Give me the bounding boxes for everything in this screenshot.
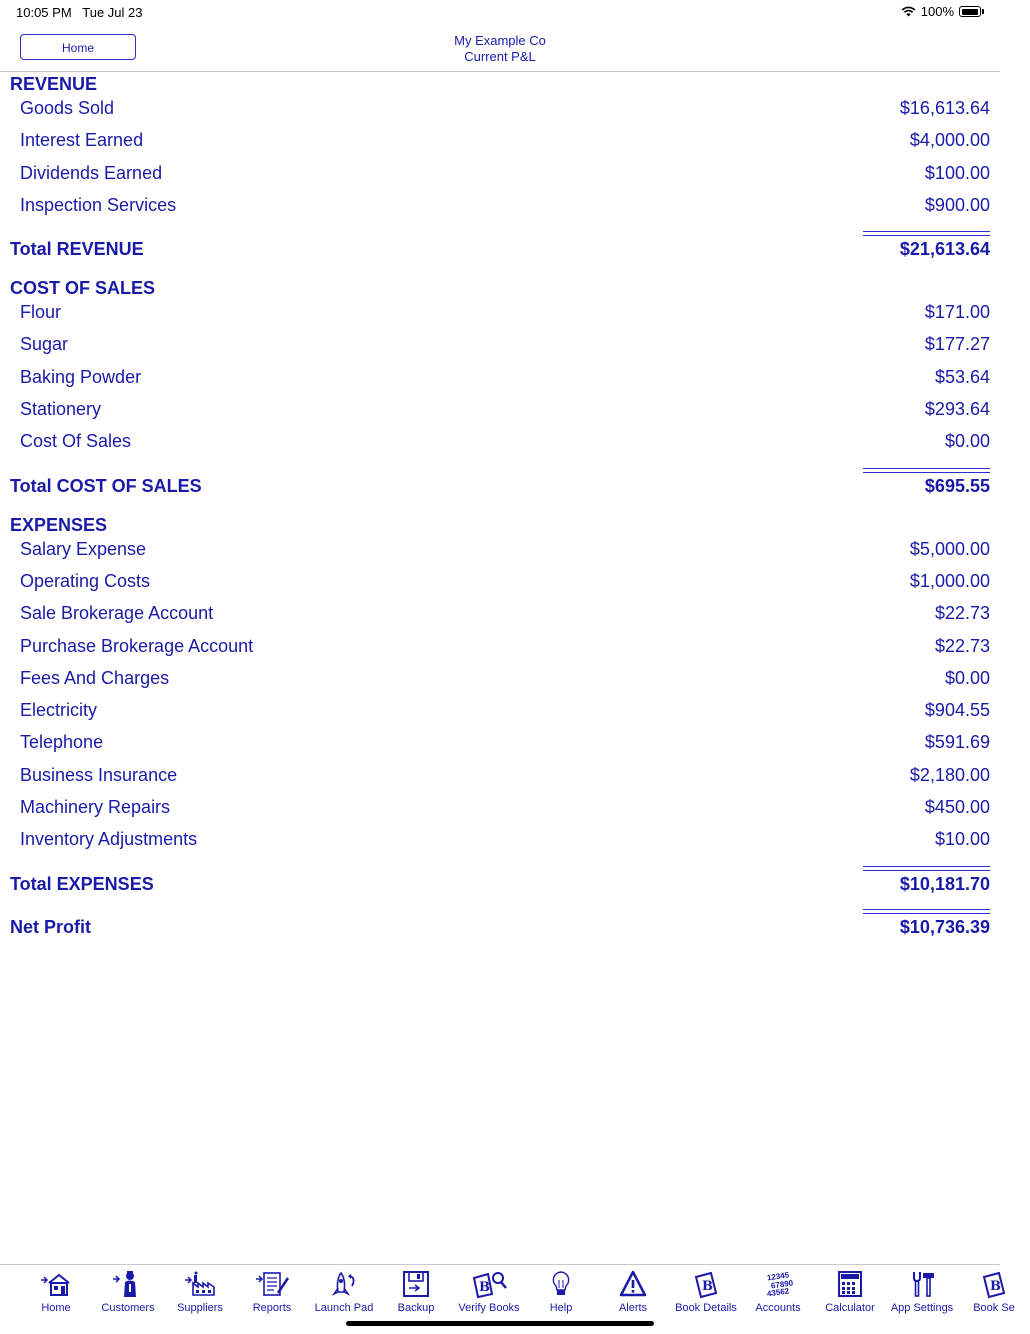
svg-text:B: B [990,1279,1001,1294]
lightbulb-icon [525,1269,597,1299]
tab-book-details[interactable] [670,1269,742,1314]
tab-label: Backup [397,1302,435,1314]
account-name: Dividends Earned [20,162,163,183]
account-name: Business Insurance [20,764,178,785]
tab-alerts[interactable] [597,1269,669,1314]
account-name: Machinery Repairs [20,797,171,818]
status-time [16,5,143,20]
tab-backup[interactable] [380,1269,452,1314]
battery-icon [959,6,981,17]
cost-of-sales-section [0,276,1000,503]
tab-accounts[interactable] [742,1269,814,1314]
account-amount: $293.64 [924,399,990,420]
tab-label: Reports [252,1302,292,1314]
account-name: Purchase Brokerage Account [20,635,254,656]
account-name: Inventory Adjustments [20,829,198,850]
line-item-row[interactable] [0,429,1000,461]
battery-percent: 100% [920,4,954,19]
account-amount: $5,000.00 [909,538,990,559]
account-name: Sale Brokerage Account [20,603,214,624]
account-amount: $4,000.00 [909,130,990,151]
total-amount: $10,181.70 [899,873,990,894]
svg-text:B: B [702,1279,713,1294]
account-name: Inspection Services [20,194,177,215]
status-date: Tue Jul 23 [82,5,143,20]
account-name: Baking Powder [20,366,142,387]
line-item-row[interactable] [0,569,1000,601]
line-item-row[interactable] [0,730,1000,762]
total-amount: $21,613.64 [899,239,990,260]
account-amount: $171.00 [924,302,990,323]
customer-person-icon [92,1269,164,1299]
account-amount: $900.00 [924,194,990,215]
accounts-icon-digits: 12345 [766,1270,790,1283]
account-name: Electricity [20,700,98,721]
account-amount: $53.64 [934,366,990,387]
tab-label: Suppliers [177,1302,223,1314]
tab-book-se[interactable] [958,1269,1030,1314]
accounts-icon-digits: 43562 [766,1286,790,1299]
tab-help[interactable] [525,1269,597,1314]
tab-home[interactable] [20,1269,92,1314]
tab-launch-pad[interactable] [308,1269,380,1314]
tab-label: App Settings [890,1302,954,1314]
account-amount: $22.73 [934,603,990,624]
section-header: REVENUE [10,74,98,94]
expenses-section [0,513,1000,902]
tools-icon [886,1269,958,1299]
account-amount: $450.00 [924,797,990,818]
net-profit-label: Net Profit [10,916,91,937]
net-profit-row [0,903,1000,945]
double-underline [863,866,990,871]
navigation-bar [0,24,1000,72]
line-item-row[interactable] [0,128,1000,160]
nav-title [0,33,1000,65]
revenue-section [0,72,1000,267]
account-name: Interest Earned [20,130,144,151]
line-item-row[interactable] [0,827,1000,859]
account-amount: $10.00 [934,829,990,850]
tab-label: Accounts [755,1302,801,1314]
status-bar [0,0,1000,24]
line-item-row[interactable] [0,666,1000,698]
report-pen-icon [236,1269,308,1299]
line-item-row[interactable] [0,397,1000,429]
line-item-row[interactable] [0,763,1000,795]
account-amount: $22.73 [934,635,990,656]
calculator-icon [814,1269,886,1299]
factory-icon [164,1269,236,1299]
tab-suppliers[interactable] [164,1269,236,1314]
status-clock: 10:05 PM [16,5,72,20]
line-item-row[interactable] [0,300,1000,332]
account-name: Salary Expense [20,538,147,559]
section-header: EXPENSES [10,514,108,535]
total-amount: $695.55 [924,475,990,496]
tab-verify-books[interactable] [453,1269,525,1314]
account-amount: $0.00 [944,431,990,452]
tab-label: Calculator [825,1302,875,1314]
line-item-row[interactable] [0,365,1000,397]
tab-label: Help [549,1302,573,1314]
account-amount: $177.27 [924,334,990,355]
total-label: Total EXPENSES [10,873,154,894]
book-settings-icon [958,1269,1030,1299]
account-amount: $904.55 [924,700,990,721]
rocket-icon [308,1269,380,1299]
tab-app-settings[interactable] [886,1269,958,1314]
line-item-row[interactable] [0,332,1000,364]
double-underline [863,468,990,473]
account-amount: $2,180.00 [909,764,990,785]
account-name: Goods Sold [20,98,115,118]
line-item-row[interactable] [0,601,1000,633]
house-icon [20,1269,92,1299]
tab-label: Book Details [675,1302,737,1314]
book-magnifier-icon [453,1269,525,1299]
profit-and-loss-report [0,72,1000,945]
line-item-row[interactable] [0,161,1000,193]
company-name: My Example Co [454,33,546,48]
line-item-row[interactable] [0,698,1000,730]
account-name: Stationery [20,399,102,420]
home-button[interactable]: Home [20,34,136,60]
tab-calculator[interactable] [814,1269,886,1314]
book-icon [670,1269,742,1299]
tab-label: Alerts [618,1302,648,1314]
wifi-icon [901,6,916,17]
tab-customers[interactable] [92,1269,164,1314]
account-amount: $591.69 [924,732,990,753]
line-item-row[interactable] [0,634,1000,666]
tab-reports[interactable] [236,1269,308,1314]
account-amount: $100.00 [924,162,990,183]
account-name: Operating Costs [20,570,151,591]
account-amount: $0.00 [944,667,990,688]
line-item-row[interactable] [0,96,1000,128]
line-item-row[interactable] [0,193,1000,225]
total-label: Total COST OF SALES [10,475,202,496]
total-row [0,860,1000,902]
net-profit-amount: $10,736.39 [899,916,990,937]
double-underline [863,909,990,914]
tab-label: Launch Pad [314,1302,374,1314]
tab-label: Book Se [973,1302,1015,1314]
line-item-row[interactable] [0,795,1000,827]
account-name: Telephone [20,732,104,753]
total-row [0,462,1000,504]
account-amount: $16,613.64 [899,98,990,118]
double-underline [863,231,990,236]
tab-label: Home [41,1302,71,1314]
line-item-row[interactable] [0,537,1000,569]
tab-label: Customers [101,1302,155,1314]
svg-text:B: B [479,1280,490,1295]
home-indicator [346,1321,654,1326]
numbers-icon [742,1269,814,1299]
accounts-icon-digits: 67890 [770,1278,794,1291]
total-row [0,225,1000,267]
account-amount: $1,000.00 [909,570,990,591]
account-name: Fees And Charges [20,667,170,688]
account-name: Flour [20,302,62,323]
section-header: COST OF SALES [10,278,156,299]
warning-triangle-icon [597,1269,669,1299]
account-name: Sugar [20,334,69,355]
total-label: Total REVENUE [10,239,144,260]
report-title: Current P&L [464,49,536,64]
tab-label: Verify Books [458,1302,520,1314]
status-indicators [901,4,984,19]
account-name: Cost Of Sales [20,431,132,452]
floppy-disk-icon [380,1269,452,1299]
